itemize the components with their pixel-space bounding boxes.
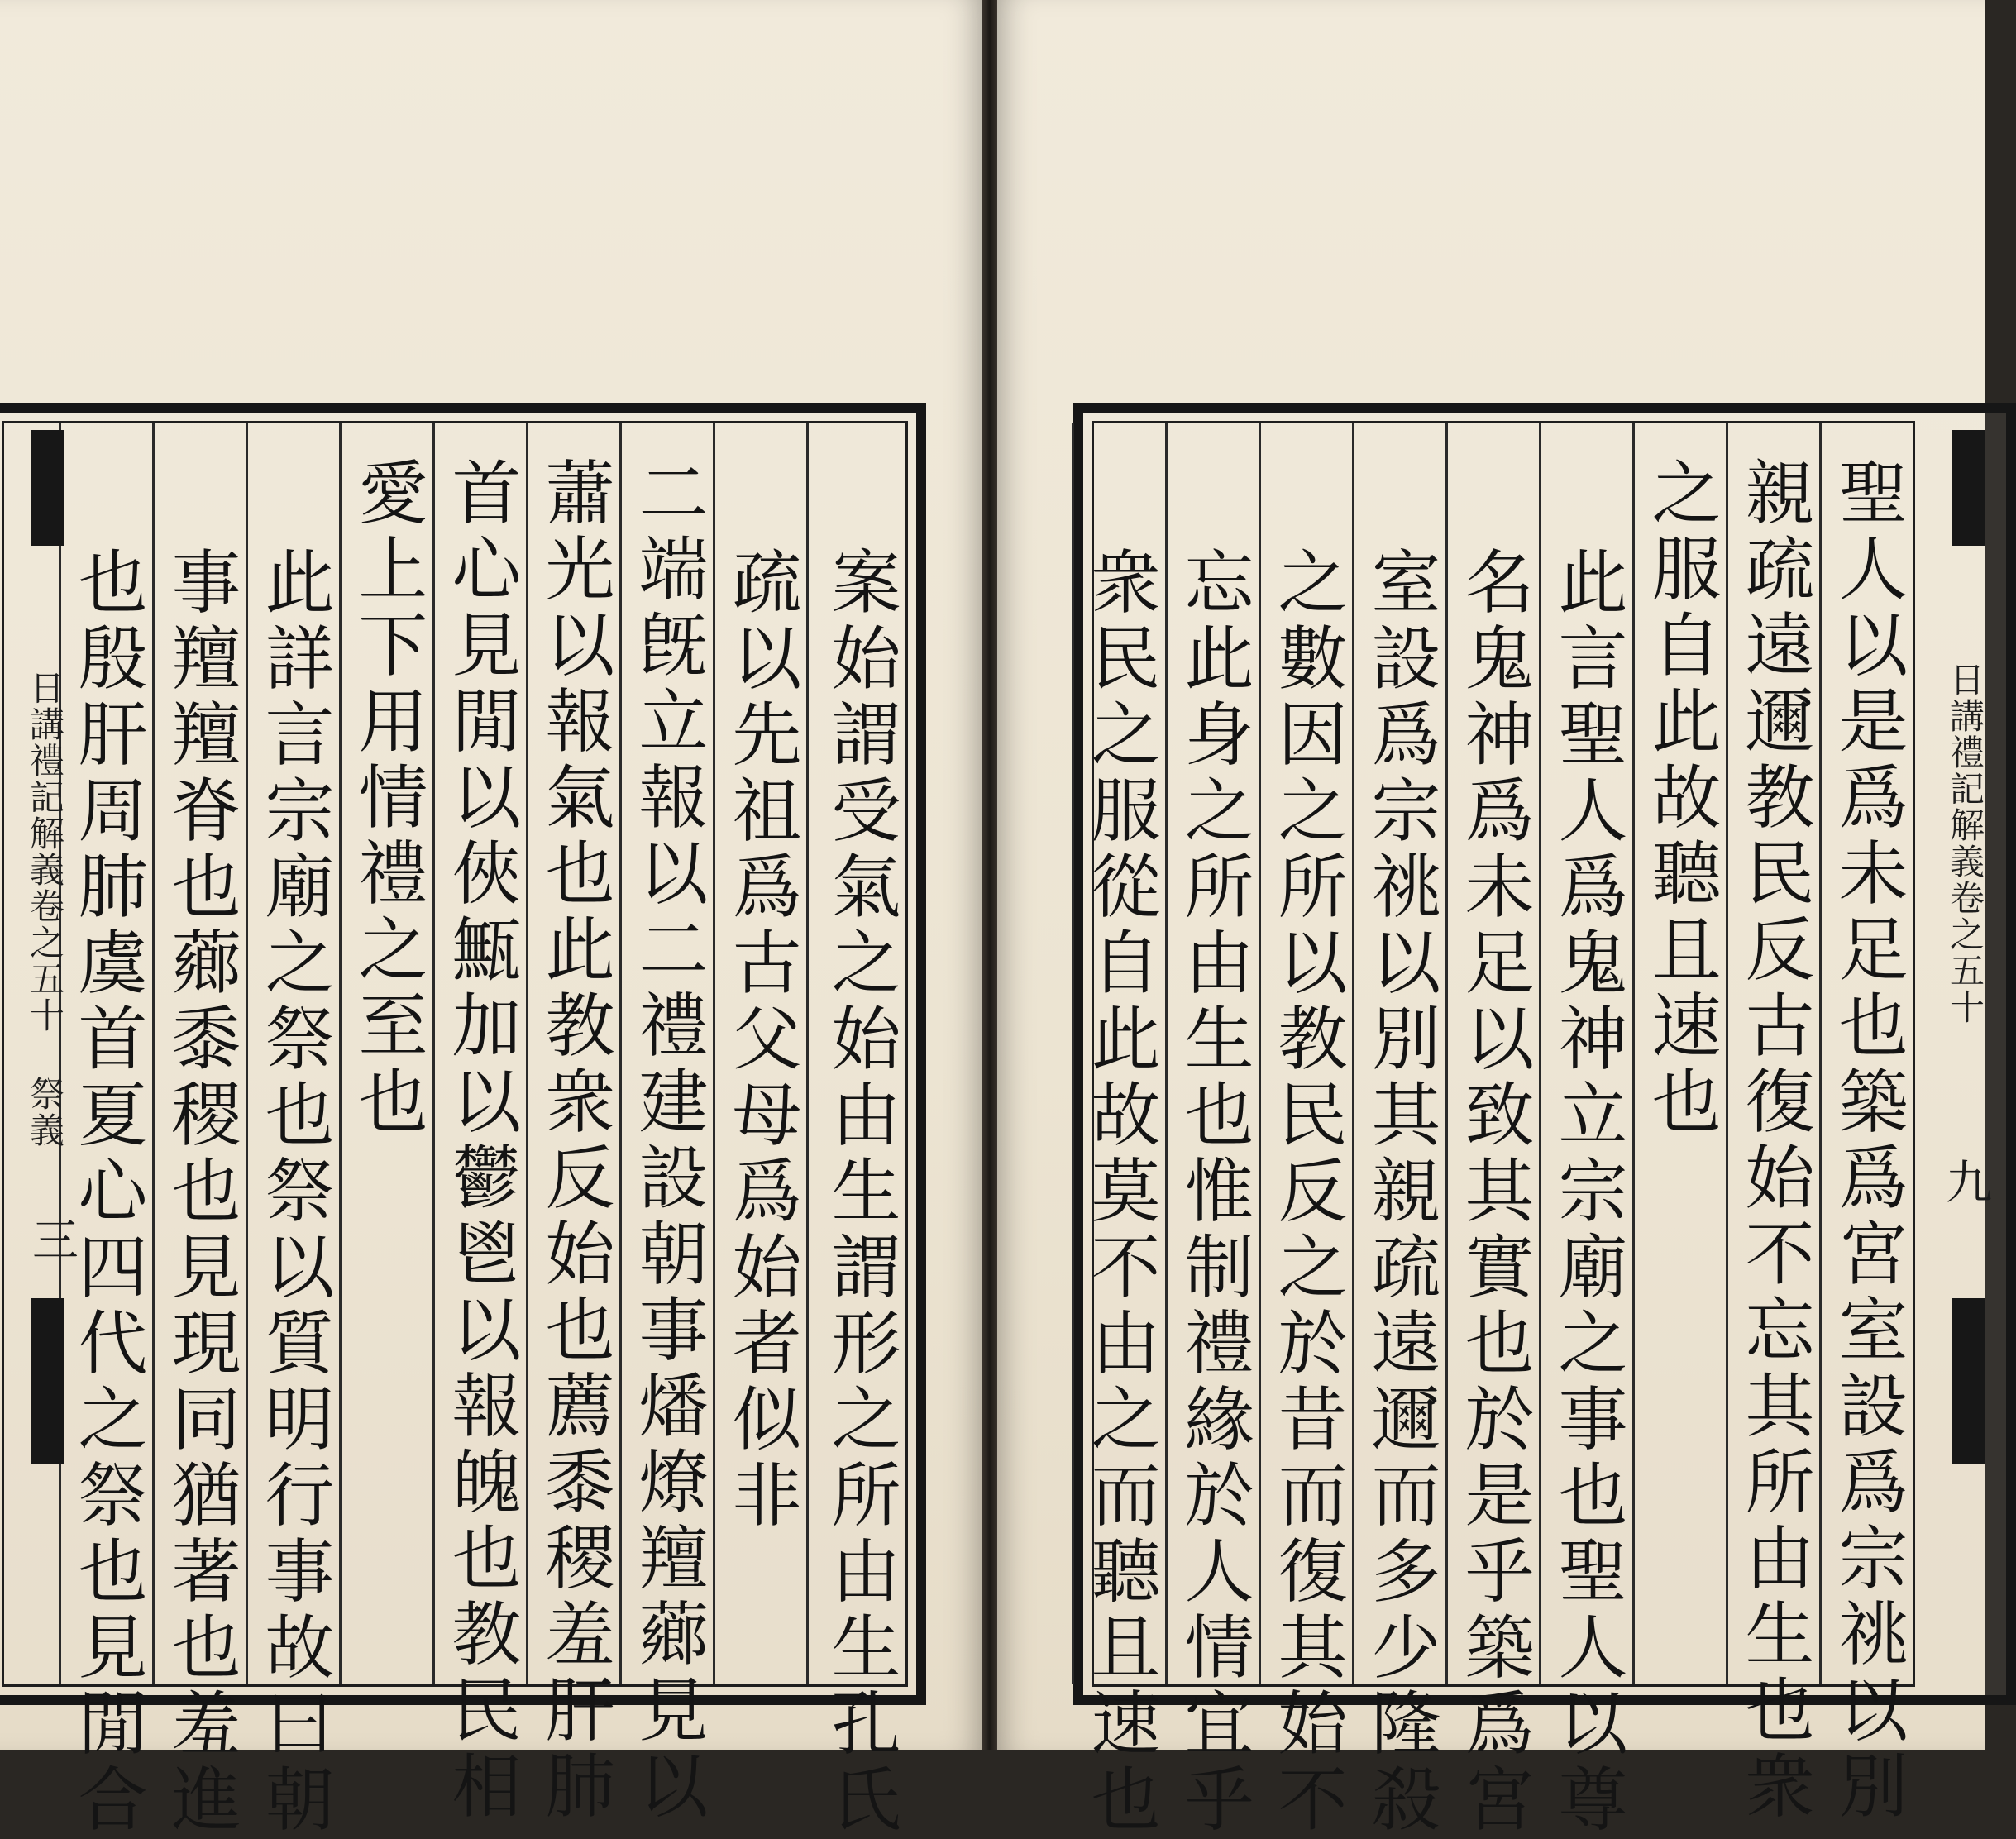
right-fish-tail-top: [1952, 430, 1985, 546]
left-column-8: 事羶羶脊也薌黍稷也見現同猶著也羞進: [152, 423, 246, 1684]
right-column-6: 室設爲宗祧以別其親疏遠邇而多少隆殺: [1352, 423, 1445, 1684]
right-margin-title: 日講禮記解義卷之五十: [1945, 662, 1985, 1025]
left-fish-tail-bottom: [31, 1298, 64, 1464]
left-column-7: 此詳言宗廟之祭也祭以質明行事故曰朝: [246, 423, 339, 1684]
right-column-7: 之數因之所以教民反之於昔而復其始不: [1259, 423, 1352, 1684]
right-page-number: 九: [1938, 1158, 1992, 1204]
left-page-number: 三: [25, 1216, 79, 1262]
right-column-8: 忘此身之所由生也惟制禮緣於人情宜乎: [1165, 423, 1259, 1684]
right-column-9: 衆民之服從自此故莫不由之而聽且速也: [1072, 423, 1165, 1684]
right-text-frame: [1073, 403, 2016, 1839]
left-column-6: 愛上下用情禮之至也: [339, 423, 432, 1684]
right-column-5: 名鬼神爲未足以致其實也於是乎築爲宮: [1445, 423, 1539, 1684]
left-column-5: 首心見閒以俠甒加以鬱鬯以報魄也教民相: [432, 423, 526, 1684]
left-text-frame: [0, 403, 926, 1839]
book-gutter: [982, 0, 997, 1750]
right-column-1: 聖人以是爲未足也築爲宮室設爲宗祧以別: [1819, 423, 1913, 1684]
left-text-block: [2, 421, 908, 1839]
left-column-2: 疏以先祖爲古父母爲始者似非: [713, 423, 806, 1684]
right-text-block: [1080, 421, 1915, 1839]
left-fish-tail-top: [31, 430, 64, 546]
left-column-9: 也殷肝周肺虞首夏心四代之祭也見閒合: [59, 423, 152, 1684]
right-column-3: 之服自此故聽且速也: [1632, 423, 1726, 1684]
right-column-4: 此言聖人爲鬼神立宗廟之事也聖人以尊: [1539, 423, 1632, 1684]
left-column-1: 案始謂受氣之始由生謂形之所由生孔氏: [806, 423, 905, 1684]
left-column-3: 二端旣立報以二禮建設朝事燔燎羶薌見以: [619, 423, 713, 1684]
right-column-2: 親疏遠邇教民反古復始不忘其所由生也衆: [1726, 423, 1819, 1684]
right-fish-tail-bottom: [1952, 1298, 1985, 1464]
left-column-4: 蕭光以報氣也此教衆反始也薦黍稷羞肝肺: [526, 423, 619, 1684]
left-margin-title: 日講禮記解義卷之五十 祭義: [25, 670, 65, 1149]
